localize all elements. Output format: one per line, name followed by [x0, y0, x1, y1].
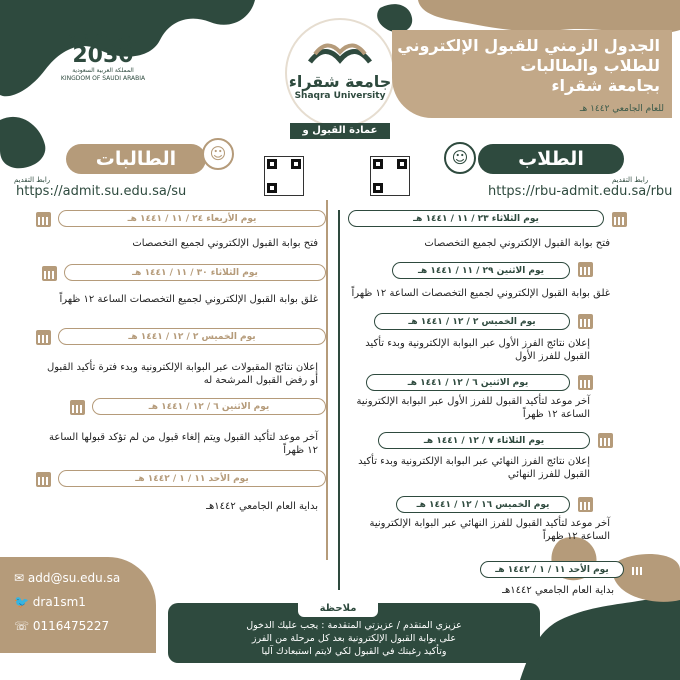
calendar-icon: [578, 314, 593, 329]
contact-twitter: dra1sm1: [32, 595, 86, 609]
male-event-text: فتح بوابة القبول الإلكتروني لجميع التخصصات: [424, 238, 610, 249]
title-line2: للطلاب والطالبات: [520, 56, 660, 75]
female-event-text: فتح بوابة القبول الإلكتروني لجميع التخصصات: [132, 238, 318, 249]
contact-phone-row[interactable]: [14, 619, 109, 633]
male-event-date: يوم الاثنين ٢٩ / ١١ / ١٤٤١ هـ: [392, 262, 570, 279]
contact-phone: 0116475227: [32, 619, 110, 633]
female-qr-code[interactable]: [264, 156, 304, 196]
male-event-text: آخر موعد لتأكيد القبول للفرز الأول عبر البوابة الإلكترونية الساعة ١٢ ظهراً: [356, 396, 590, 420]
contact-panel: [0, 557, 156, 653]
title-line1: الجدول الزمني للقبول الإلكتروني: [397, 36, 660, 55]
calendar-icon: [36, 472, 51, 487]
male-event-text: إعلان نتائج الفرز النهائي عبر البوابة الإلكترونية وبدء تأكيد القبول للفرز النهائي: [358, 456, 590, 480]
female-event-text: آخر موعد لتأكيد القبول ويتم إلغاء قبول من لم تؤكد قبولها الساعة ١٢ ظهراً: [49, 432, 318, 456]
male-graduate-icon: ☺: [444, 142, 476, 174]
female-url-link[interactable]: https://admit.su.edu.sa/su: [16, 184, 187, 199]
logo-en: Shaqra University: [294, 91, 386, 101]
calendar-icon: [578, 262, 593, 277]
male-event-text: غلق بوابة القبول الإلكتروني لجميع التخصصات الساعة ١٢ ظهراً: [351, 288, 610, 299]
kingdom-ar: المملكة العربية السعودية: [72, 67, 134, 74]
kingdom-en: KINGDOM OF SAUDI ARABIA: [60, 75, 146, 82]
calendar-icon: [578, 375, 593, 390]
calendar-icon: [578, 497, 593, 512]
note-line3: وتأكيد رغبتك في القبول لكي لايتم استبعادك آليا: [261, 646, 447, 657]
female-timeline-line: [326, 200, 328, 560]
female-event-text: غلق بوابة القبول الإلكتروني لجميع التخصصات الساعة ١٢ ظهراً: [59, 294, 318, 305]
calendar-icon: [42, 266, 57, 281]
female-event-date: يوم الأحد ١١ / ١ / ١٤٤٢ هـ: [58, 470, 326, 487]
male-event-date: يوم الأحد ١١ / ١ / ١٤٤٢ هـ: [480, 561, 624, 578]
female-url-label: رابط التقديم: [14, 176, 51, 184]
logo-ar: جامعة شقراء: [288, 72, 392, 91]
female-event-date: يوم الاثنين ٦ / ١٢ / ١٤٤١ هـ: [92, 398, 326, 415]
male-event-date: يوم الثلاثاء ٧ / ١٢ / ١٤٤١ هـ: [378, 432, 590, 449]
note-line1: عزيزي المتقدم / عزيزتي المتقدمة : يجب عليك الدخول: [246, 620, 462, 631]
calendar-icon: [630, 562, 645, 577]
contact-email-row[interactable]: [14, 571, 120, 585]
male-event-date: يوم الثلاثاء ٢٣ / ١١ / ١٤٤١ هـ: [348, 210, 604, 227]
female-graduate-icon: ☺: [202, 138, 234, 170]
phone-icon: ☏: [14, 619, 30, 633]
female-event-text: إعلان نتائج المقبولات عبر البوابة الإلكترونية وبدء فترة تأكيد القبول أو رفض القبول المرشحة له: [46, 362, 318, 386]
male-event-text: إعلان نتائج الفرز الأول عبر البوابة الإلكترونية وبدء تأكيد القبول للفرز الأول: [365, 338, 590, 362]
calendar-icon: [70, 400, 85, 415]
male-event-date: يوم الخميس ٢ / ١٢ / ١٤٤١ هـ: [374, 313, 570, 330]
female-section-label: الطالبات: [66, 144, 206, 174]
male-event-text: آخر موعد لتأكيد القبول للفرز النهائي عبر البوابة الإلكترونية الساعة ١٢ ظهراً: [369, 518, 610, 542]
male-timeline-line: [338, 210, 340, 590]
email-icon: ✉: [14, 571, 25, 585]
male-url-label: رابط التقديم: [612, 176, 649, 184]
contact-email: add@su.edu.sa: [27, 571, 121, 585]
male-section-label: الطلاب: [478, 144, 624, 174]
calendar-icon: [612, 212, 627, 227]
female-event-date: يوم الثلاثاء ٣٠ / ١١ / ١٤٤١ هـ: [64, 264, 326, 281]
twitter-icon: 🐦: [14, 595, 29, 609]
vision-year: 2030: [72, 43, 134, 68]
academic-year: للعام الجامعي ١٤٤٢ هـ: [579, 104, 664, 114]
department-name: عمادة القبول و التسجيل: [290, 123, 390, 139]
female-event-date: يوم الأربعاء ٢٤ / ١١ / ١٤٤١ هـ: [58, 210, 326, 227]
vision-2030-logo: [58, 32, 148, 83]
title-line3: بجامعة شقراء: [551, 76, 660, 95]
note-title: ملاحظة: [298, 603, 378, 617]
calendar-icon: [36, 212, 51, 227]
university-logo: [285, 18, 395, 128]
contact-twitter-row[interactable]: [14, 595, 86, 609]
male-url-link[interactable]: https://rbu-admit.edu.sa/rbu: [488, 184, 673, 199]
female-event-text: بداية العام الجامعي ١٤٤٢هـ: [206, 501, 318, 512]
male-event-date: يوم الخميس ١٦ / ١٢ / ١٤٤١ هـ: [396, 496, 570, 513]
calendar-icon: [36, 330, 51, 345]
note-line2: على بوابة القبول الإلكترونية بعد كل مرحلة من الفرز: [251, 633, 457, 644]
vision-ar: رؤية: [117, 32, 137, 45]
male-event-date: يوم الاثنين ٦ / ١٢ / ١٤٤١ هـ: [366, 374, 570, 391]
female-event-date: يوم الخميس ٢ / ١٢ / ١٤٤١ هـ: [58, 328, 326, 345]
male-event-text: بداية العام الجامعي ١٤٤٢هـ: [502, 585, 614, 596]
book-icon: [305, 32, 375, 72]
male-qr-code[interactable]: [370, 156, 410, 196]
calendar-icon: [598, 433, 613, 448]
vision-label: VISION: [69, 32, 113, 45]
